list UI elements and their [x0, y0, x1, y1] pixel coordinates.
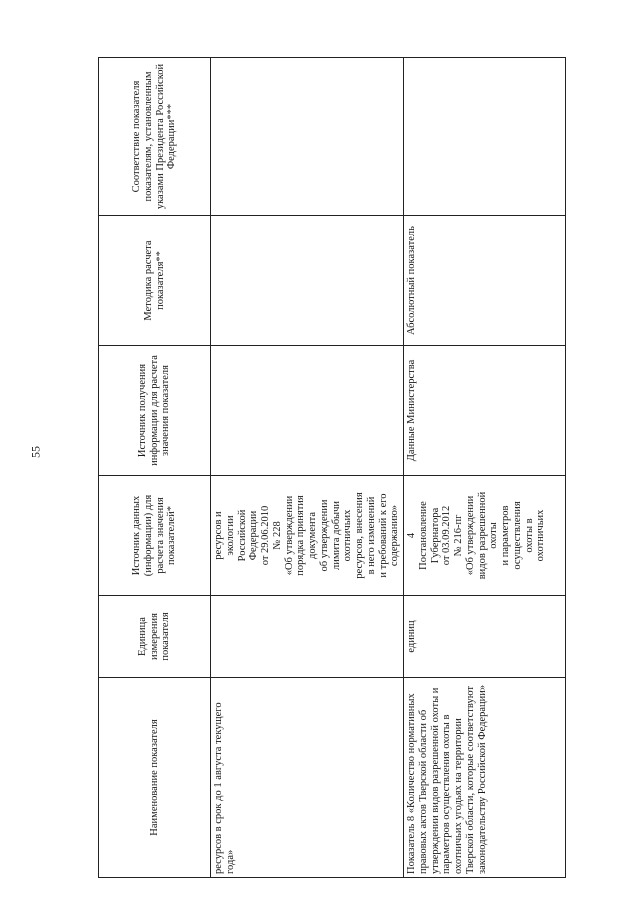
cell-indicator-name: Показатель 8 «Количество нормативных правовых актов Тверской области об утверждении видов разрешенной охоты и параметров осуществления охоты в охотничьих угодьях на территории Тверской области, которые соответствуют законодательству Российской Федерации» [404, 678, 566, 878]
header-info-source: Источник получения информации для расчета значения показателя [99, 346, 211, 476]
table-header-row [99, 58, 211, 878]
table-row [211, 58, 404, 878]
cell-compliance [404, 58, 566, 216]
table-rotation-wrapper [98, 58, 547, 878]
cell-data-source: ресурсов и экологии Российской Федерации от 29.06.2010 № 228 «Об утверждении порядка принятия документа об утверждении лимита добычи охотничьих ресурсов, внесения в него изменений и требований к его содержанию» [211, 476, 404, 596]
header-data-source: Источник данных (информации) для расчета значения показателей* [99, 476, 211, 596]
column-number: 4 [406, 532, 417, 539]
header-compliance: Соответствие показателя показателям, установленным указами Президента Российской Федерации*** [99, 58, 211, 216]
cell-compliance [211, 58, 404, 216]
cell-data-source [404, 476, 566, 596]
table-row [404, 58, 566, 878]
header-method: Методика расчета показателя** [99, 216, 211, 346]
indicators-table [98, 57, 566, 878]
rotated-table-frame [98, 58, 547, 878]
cell-indicator-name: ресурсов в срок до 1 августа текущего года» [211, 678, 404, 878]
cell-info-source: Данные Министерства [404, 346, 566, 476]
cell-method [211, 216, 404, 346]
cell-info-source [211, 346, 404, 476]
cell-unit [211, 596, 404, 678]
cell-unit: единиц [404, 596, 566, 678]
cell-data-source-text: Постановление Губернатора от 03.09.2012 № 216-пг «Об утверждении видов разрешенной охоты и параметров осуществления охоты в охотничьих [417, 491, 547, 580]
header-indicator-name: Наименование показателя [99, 678, 211, 878]
header-unit: Единица измерения показателя [99, 596, 211, 678]
page-number: 55 [28, 446, 43, 458]
cell-method: Абсолютный показатель [404, 216, 566, 346]
